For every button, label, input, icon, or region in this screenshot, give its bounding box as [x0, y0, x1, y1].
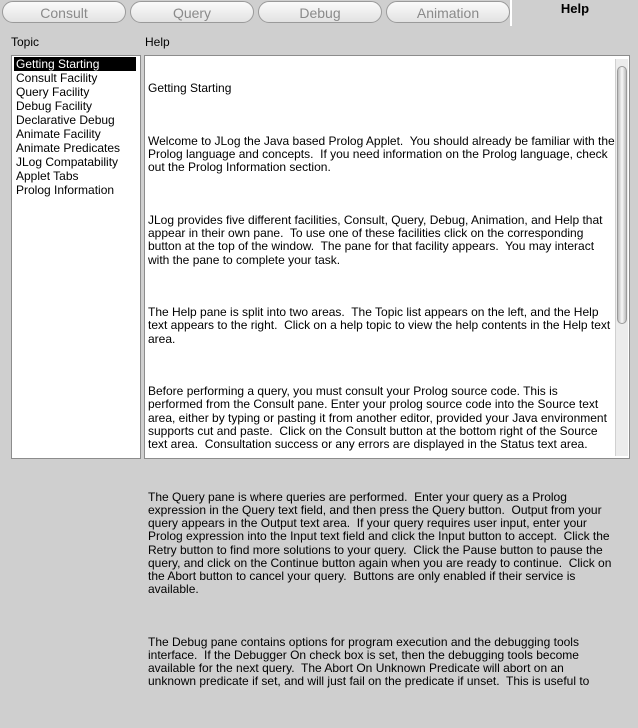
help-paragraph: Before performing a query, you must consult your Prolog source code. This is performed from the Consult pane. Enter your prolog source code into the Source text area, either by typing or pasting it from another editor, provided your Java environment supports cut and paste. Click on the Consult button at the bottom right of the Source text area. Consultation success or any errors are displayed in the Status text area. [148, 384, 611, 452]
tab-animation[interactable]: Animation [386, 1, 510, 23]
help-paragraph: Welcome to JLog the Java based Prolog Applet. You should already be familiar with the Prolog language and concepts. If you need information on the Prolog language, check out the Prolog Information section. [148, 134, 615, 175]
tab-help[interactable]: Help [512, 0, 638, 26]
tab-bar [0, 0, 638, 26]
topic-item-prolog-information[interactable]: Prolog Information [16, 183, 115, 197]
help-title: Getting Starting [148, 81, 232, 96]
topic-item-jlog-compatability[interactable]: JLog Compatability [16, 155, 119, 169]
help-paragraph: JLog provides five different facilities, Consult, Query, Debug, Animation, and Help that appear in their own pane. To use one of these facilities click on the corresponding button at the top of the window. The pane for that facility appears. You may interact with the pane to complete your task. [148, 213, 606, 267]
topic-item-declarative-debug[interactable]: Declarative Debug [16, 113, 115, 127]
topic-item-getting-starting[interactable]: Getting Starting [14, 57, 136, 71]
scrollbar-thumb[interactable] [617, 66, 627, 324]
topic-item-query-facility[interactable]: Query Facility [16, 85, 90, 99]
help-paragraph: The Query pane is where queries are performed. Enter your query as a Prolog expression in the Query text field, and then press the Query button. Output from your query appears in the Output text area. If your query requires user input, enter your Prolog expression into the Input text field and click the Input button to accept. Click the Retry button to find more solutions to your query. Click the Pause button to pause the query, and click on the Continue button again when you are ready to continue. Click on the Abort button to cancel your query. Buttons are only enabled if their service is available. [148, 489, 615, 597]
topic-item-animate-facility[interactable]: Animate Facility [16, 127, 101, 141]
topic-label: Topic [11, 35, 40, 49]
help-text-content [148, 56, 615, 728]
help-label: Help [145, 35, 170, 49]
topic-item-consult-facility[interactable]: Consult Facility [16, 71, 98, 85]
topic-list[interactable] [11, 55, 141, 459]
help-text-area[interactable] [144, 55, 630, 689]
help-paragraph: The Debug pane contains options for program execution and the debugging tools interface. If the Debugger On check box is set, then the debugging tools become available for the next query. The Abort On Unknown Predicate will abort on an unknown predicate if set, and will just fail on the predicate if unset. This is useful to [148, 634, 590, 689]
topic-item-debug-facility[interactable]: Debug Facility [16, 99, 93, 113]
topic-item-animate-predicates[interactable]: Animate Predicates [16, 141, 121, 155]
tab-debug[interactable]: Debug [258, 1, 382, 23]
tab-query[interactable]: Query [130, 1, 254, 23]
topic-item-applet-tabs[interactable]: Applet Tabs [16, 169, 79, 183]
help-paragraph: The Help pane is split into two areas. The Topic list appears on the left, and the Help text appears to the right. Click on a help topic to view the help contents in the Help text area. [148, 305, 614, 346]
tab-consult[interactable]: Consult [2, 1, 126, 23]
help-scrollbar[interactable] [615, 59, 628, 456]
